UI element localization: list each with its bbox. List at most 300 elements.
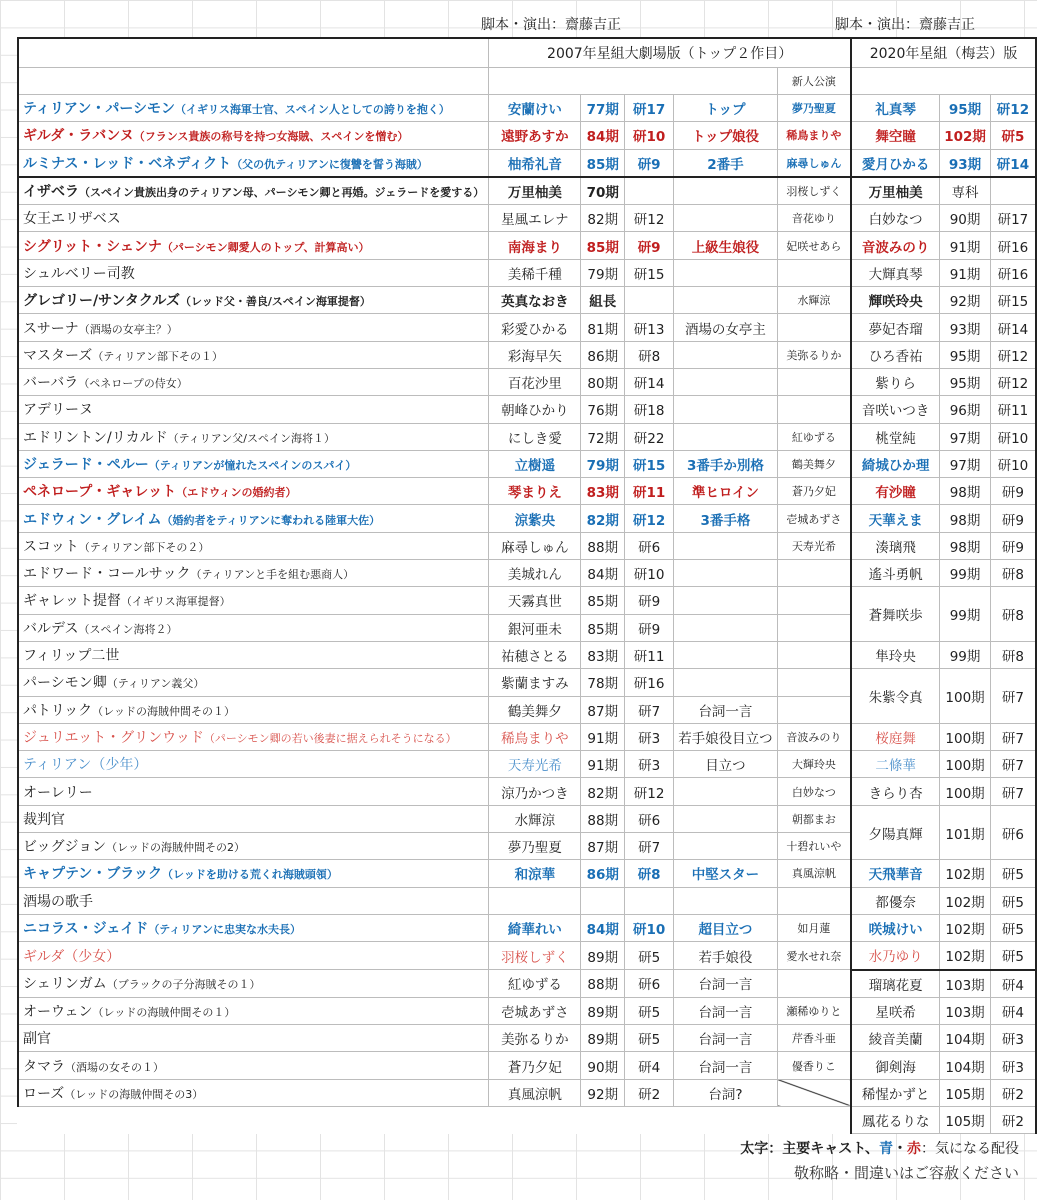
position-2007: トップ — [674, 95, 778, 122]
role-name: ティリアン・パーシモン — [23, 101, 176, 118]
position-2007: 3番手格 — [674, 505, 778, 532]
role-cell — [18, 314, 489, 341]
year-2007 — [625, 887, 674, 914]
actor-2020: 二條華 — [851, 751, 940, 778]
class-2020: 105期 — [940, 1106, 991, 1133]
role-cell — [18, 95, 489, 122]
role-name: スサーナ — [23, 320, 79, 337]
shinjin-cast: 音花ゆり — [777, 205, 851, 232]
position-2007 — [674, 532, 778, 559]
year-2007: 研3 — [625, 723, 674, 750]
class-2020: 95期 — [940, 368, 991, 395]
credit-2020: 脚本・演出：齋藤吉正 — [835, 17, 975, 33]
actor-2020: 天飛華音 — [851, 860, 940, 887]
actor-2007: 彩愛ひかる — [489, 314, 581, 341]
role-cell — [18, 368, 489, 395]
year-2007 — [625, 177, 674, 205]
class-2007: 92期 — [581, 1079, 625, 1106]
year-2007: 研13 — [625, 314, 674, 341]
role-name: エドウィン・グレイム — [23, 511, 162, 528]
role-cell — [18, 259, 489, 286]
class-2007: 90期 — [581, 1052, 625, 1079]
class-2007: 79期 — [581, 259, 625, 286]
cast-table — [17, 37, 1037, 1134]
actor-2007: 朝峰ひかり — [489, 396, 581, 423]
class-2007: 89期 — [581, 997, 625, 1024]
year-2020: 研5 — [990, 860, 1036, 887]
class-2020: 専科 — [940, 177, 991, 205]
shinjin-cast: 愛水せれ奈 — [777, 942, 851, 970]
year-2007: 研4 — [625, 1052, 674, 1079]
actor-2020: ひろ香祐 — [851, 341, 940, 368]
shinjin-cast — [777, 669, 851, 696]
role-cell — [18, 751, 489, 778]
actor-2020: 音波みのり — [851, 232, 940, 259]
class-2007: 89期 — [581, 1025, 625, 1052]
year-2020: 研8 — [990, 560, 1036, 587]
actor-2007: 南海まり — [489, 232, 581, 259]
role-note: （レッドの海賊仲間その１） — [92, 704, 236, 718]
actor-2007: 星風エレナ — [489, 205, 581, 232]
table-row — [18, 341, 1036, 368]
position-2007: 超目立つ — [674, 914, 778, 941]
class-2020: 97期 — [940, 450, 991, 477]
table-row — [18, 287, 1036, 314]
class-2020: 91期 — [940, 259, 991, 286]
year-2007: 研9 — [625, 587, 674, 614]
table-row — [18, 997, 1036, 1024]
role-name: ルミナス・レッド・ベネディクト — [23, 155, 232, 172]
actor-2007: 天寿光希 — [489, 751, 581, 778]
actor-2007: 麻尋しゅん — [489, 532, 581, 559]
shinjin-cast: 十碧れいや — [777, 833, 851, 860]
role-cell — [18, 641, 489, 668]
position-2007: 酒場の女亭主 — [674, 314, 778, 341]
shinjin-cast — [777, 368, 851, 395]
year-2020: 研9 — [990, 532, 1036, 559]
class-2020: 99期 — [940, 641, 991, 668]
actor-2007: 涼紫央 — [489, 505, 581, 532]
table-row — [18, 423, 1036, 450]
year-2007: 研6 — [625, 970, 674, 998]
table-row — [18, 778, 1036, 805]
role-cell — [18, 341, 489, 368]
class-2020: 102期 — [940, 887, 991, 914]
class-2007: 88期 — [581, 532, 625, 559]
actor-2007: 鶴美舞夕 — [489, 696, 581, 723]
position-2007: トップ娘役 — [674, 122, 778, 149]
shinjin-cast: 優香りこ — [777, 1052, 851, 1079]
table-row — [18, 505, 1036, 532]
class-2020: 95期 — [940, 341, 991, 368]
role-cell — [18, 942, 489, 970]
shinjin-cast: 朝都まお — [777, 805, 851, 832]
shinjin-cast: 瀬稀ゆりと — [777, 997, 851, 1024]
role-note: （レッドの海賊仲間その3） — [64, 1087, 204, 1101]
role-name: 酒場の歌手 — [23, 893, 93, 910]
year-2020 — [990, 177, 1036, 205]
year-2007: 研5 — [625, 1025, 674, 1052]
actor-2020: 朱紫令真 — [851, 669, 940, 724]
role-name: オーウェン — [23, 1003, 93, 1020]
actor-2007: 遠野あすか — [489, 122, 581, 149]
year-2007: 研8 — [625, 860, 674, 887]
position-2007 — [674, 560, 778, 587]
role-name: パーシモン卿 — [23, 675, 107, 692]
year-2007: 研8 — [625, 341, 674, 368]
year-2007: 研7 — [625, 833, 674, 860]
class-2007: 85期 — [581, 232, 625, 259]
actor-2007: 立樹遥 — [489, 450, 581, 477]
class-2020: 102期 — [940, 860, 991, 887]
shinjin-cast: 麻尋しゅん — [777, 149, 851, 177]
role-cell — [18, 914, 489, 941]
role-name: 女王エリザベス — [23, 211, 121, 228]
role-name: マスターズ — [23, 347, 93, 364]
role-name: シュルベリー司教 — [23, 265, 135, 282]
actor-2007: 紅ゆずる — [489, 970, 581, 998]
year-2020: 研7 — [990, 751, 1036, 778]
role-name: スコット — [23, 538, 79, 555]
position-2007: 3番手か別格 — [674, 450, 778, 477]
year-2007: 研18 — [625, 396, 674, 423]
actor-2020: 大輝真琴 — [851, 259, 940, 286]
actor-2007: 美城れん — [489, 560, 581, 587]
role-name: イザベラ — [23, 184, 79, 201]
actor-2007 — [489, 887, 581, 914]
class-2007: 82期 — [581, 205, 625, 232]
class-2007: 76期 — [581, 396, 625, 423]
actor-2020: 舞空瞳 — [851, 122, 940, 149]
table-row — [18, 478, 1036, 505]
class-2020: 98期 — [940, 532, 991, 559]
actor-2020: 蒼舞咲歩 — [851, 587, 940, 642]
year-2007: 研6 — [625, 805, 674, 832]
role-note: （ティリアン部下その１） — [92, 349, 223, 363]
actor-2020: 都優奈 — [851, 887, 940, 914]
table-row — [18, 149, 1036, 177]
class-2007: 85期 — [581, 587, 625, 614]
actor-2020: 夕陽真輝 — [851, 805, 940, 860]
table-row — [18, 751, 1036, 778]
shinjin-cast: 真風涼帆 — [777, 860, 851, 887]
position-2007 — [674, 259, 778, 286]
role-cell — [18, 149, 489, 177]
role-cell — [18, 1025, 489, 1052]
year-2020: 研4 — [990, 970, 1036, 998]
table-row — [18, 232, 1036, 259]
actor-2007: 美弥るりか — [489, 1025, 581, 1052]
role-name: ニコラス・ジェイド — [23, 921, 149, 938]
position-2007: 若手娘役目立つ — [674, 723, 778, 750]
role-name: 副官 — [23, 1031, 51, 1048]
role-note: （ティリアン部下その２） — [78, 540, 210, 554]
table-row — [18, 887, 1036, 914]
shinjin-cast — [777, 641, 851, 668]
year-2007: 研9 — [625, 614, 674, 641]
year-2007: 研10 — [625, 914, 674, 941]
year-2020: 研8 — [990, 641, 1036, 668]
shinjin-cast: 稀鳥まりや — [777, 122, 851, 149]
role-cell — [18, 122, 489, 149]
year-2007: 研7 — [625, 696, 674, 723]
class-2020: 95期 — [940, 95, 991, 122]
shinjin-cast — [777, 259, 851, 286]
shinjin-cast: 紅ゆずる — [777, 423, 851, 450]
class-2007: 87期 — [581, 833, 625, 860]
year-2020: 研3 — [990, 1052, 1036, 1079]
actor-2007: 祐穂さとる — [489, 641, 581, 668]
table-row — [18, 177, 1036, 205]
role-name: ローズ — [23, 1085, 65, 1102]
year-2007: 研9 — [625, 149, 674, 177]
role-note: （ブラックの子分海賊その１） — [106, 978, 261, 992]
year-2020: 研12 — [990, 95, 1036, 122]
role-note: （レッド父・善良/スペイン海軍提督） — [180, 295, 371, 309]
role-name: ギルダ（少女） — [23, 948, 121, 965]
class-2007: 91期 — [581, 751, 625, 778]
actor-2020: 有沙瞳 — [851, 478, 940, 505]
year-2020: 研8 — [990, 587, 1036, 642]
role-cell — [18, 450, 489, 477]
position-2007 — [674, 805, 778, 832]
class-2007: 84期 — [581, 122, 625, 149]
shinjin-cast: 如月蓮 — [777, 914, 851, 941]
shinjin-cast: 鶴美舞夕 — [777, 450, 851, 477]
year-2007: 研5 — [625, 997, 674, 1024]
role-cell — [18, 1052, 489, 1079]
role-note: （酒場の女その１） — [65, 1060, 164, 1074]
year-2007: 研22 — [625, 423, 674, 450]
role-cell — [18, 887, 489, 914]
position-2007: 目立つ — [674, 751, 778, 778]
actor-2007: 壱城あずさ — [489, 997, 581, 1024]
legend: 太字：主要キャスト、青・赤：気になる配役 — [740, 1141, 1019, 1157]
actor-2007: 和涼華 — [489, 860, 581, 887]
year-2020: 研7 — [990, 669, 1036, 724]
actor-2020: 御剣海 — [851, 1052, 940, 1079]
class-2007: 72期 — [581, 423, 625, 450]
role-name: キャプテン・ブラック — [23, 866, 163, 883]
actor-2007: 彩海早矢 — [489, 341, 581, 368]
position-2007 — [674, 423, 778, 450]
shinjin-cast — [777, 696, 851, 723]
shinjin-cast: 白妙なつ — [777, 778, 851, 805]
disclaimer-note: 敬称略・間違いはご容赦ください — [793, 1164, 1019, 1182]
shinjin-cast — [777, 314, 851, 341]
role-cell — [18, 1079, 489, 1106]
role-cell — [18, 532, 489, 559]
year-2007: 研15 — [625, 450, 674, 477]
shinjin-cast: 妃咲せあら — [777, 232, 851, 259]
actor-2020: 星咲希 — [851, 997, 940, 1024]
role-note: （婚約者をティリアンに奪われる陸軍大佐） — [161, 513, 381, 527]
role-name: ジュリエット・グリンウッド — [23, 729, 204, 746]
position-2007: 準ヒロイン — [674, 478, 778, 505]
actor-2020: 音咲いつき — [851, 396, 940, 423]
role-cell — [18, 614, 489, 641]
table-row — [18, 259, 1036, 286]
class-2020: 102期 — [940, 942, 991, 970]
role-name: シェリンガム — [23, 976, 107, 993]
year-2020: 研2 — [990, 1106, 1036, 1133]
table-row — [18, 95, 1036, 122]
shinjin-cast — [777, 614, 851, 641]
shinjin-cast — [777, 396, 851, 423]
class-2007: 86期 — [581, 341, 625, 368]
class-2007: 78期 — [581, 669, 625, 696]
role-note: （レッドを助ける荒くれ海賊頭領） — [162, 868, 338, 882]
actor-2007: 稀鳥まりや — [489, 723, 581, 750]
role-note: （ティリアンに忠実な水夫長） — [148, 923, 301, 937]
role-cell — [18, 587, 489, 614]
position-2007 — [674, 205, 778, 232]
actor-2020: 白妙なつ — [851, 205, 940, 232]
year-2007: 研12 — [625, 778, 674, 805]
actor-2020: 隼玲央 — [851, 641, 940, 668]
role-cell — [18, 1106, 489, 1133]
actor-2020: 礼真琴 — [851, 95, 940, 122]
role-note: （ティリアン父/スペイン海将１） — [167, 431, 335, 445]
role-cell — [18, 805, 489, 832]
class-2020: 91期 — [940, 232, 991, 259]
actor-2007: 安蘭けい — [489, 95, 581, 122]
class-2020: 103期 — [940, 997, 991, 1024]
position-2007 — [674, 614, 778, 641]
position-2007: 若手娘役 — [674, 942, 778, 970]
role-name: エドリントン/リカルド — [23, 429, 168, 446]
year-2007: 研5 — [625, 942, 674, 970]
actor-2020: 湊璃飛 — [851, 532, 940, 559]
role-cell — [18, 478, 489, 505]
class-2020: 102期 — [940, 122, 991, 149]
shinjin-cast: 大輝玲央 — [777, 751, 851, 778]
year-2020: 研16 — [990, 259, 1036, 286]
position-2007 — [674, 396, 778, 423]
year-2020: 研16 — [990, 232, 1036, 259]
actor-2020: 綾音美蘭 — [851, 1025, 940, 1052]
actor-2007: 羽桜しずく — [489, 942, 581, 970]
role-note: （レッドの海賊仲間その１） — [92, 1005, 236, 1019]
year-2007: 研10 — [625, 560, 674, 587]
class-2020: 104期 — [940, 1052, 991, 1079]
class-2007: 組長 — [581, 287, 625, 314]
actor-2007: 紫蘭ますみ — [489, 669, 581, 696]
role-cell — [18, 669, 489, 696]
year-2020: 研5 — [990, 914, 1036, 941]
role-name: グレゴリー/サンタクルズ — [23, 293, 181, 310]
year-2020: 研2 — [990, 1079, 1036, 1106]
shinjin-cast: 夢乃聖夏 — [777, 95, 851, 122]
role-note: （酒場の女亭主？） — [78, 322, 178, 336]
table-row — [18, 805, 1036, 832]
year-2020: 研12 — [990, 368, 1036, 395]
year-2020: 研10 — [990, 450, 1036, 477]
table-row — [18, 122, 1036, 149]
actor-2020: 瑠璃花夏 — [851, 970, 940, 998]
table-row — [18, 641, 1036, 668]
role-cell — [18, 505, 489, 532]
role-cell — [18, 860, 489, 887]
role-name: ペネロープ・ギャレット — [23, 484, 177, 501]
year-2007: 研14 — [625, 368, 674, 395]
actor-2020: 遙斗勇帆 — [851, 560, 940, 587]
class-2007: 86期 — [581, 860, 625, 887]
position-2007: 上級生娘役 — [674, 232, 778, 259]
class-2007: 79期 — [581, 450, 625, 477]
class-2007: 87期 — [581, 696, 625, 723]
actor-2020: きらり杏 — [851, 778, 940, 805]
role-cell — [18, 396, 489, 423]
position-2007 — [674, 833, 778, 860]
role-cell — [18, 723, 489, 750]
year-2020: 研9 — [990, 478, 1036, 505]
shinjin-cast — [777, 887, 851, 914]
header-2007: 2007年星組大劇場版（トップ２作目） — [489, 38, 851, 68]
actor-2020: 桜庭舞 — [851, 723, 940, 750]
table-row — [18, 1052, 1036, 1079]
year-2020: 研17 — [990, 205, 1036, 232]
shinjin-cast: 羽桜しずく — [777, 177, 851, 205]
class-2007: 85期 — [581, 149, 625, 177]
actor-2007: にしき愛 — [489, 423, 581, 450]
actor-2007: 天霧真世 — [489, 587, 581, 614]
class-2020: 99期 — [940, 587, 991, 642]
role-name: シグリット・シェンナ — [23, 238, 162, 255]
position-2007 — [674, 368, 778, 395]
shinjin-cast: 音波みのり — [777, 723, 851, 750]
role-name: バルデス — [23, 620, 79, 637]
class-2020: 93期 — [940, 314, 991, 341]
role-name: ティリアン（少年） — [23, 757, 148, 774]
actor-2020: 水乃ゆり — [851, 942, 940, 970]
actor-2020: 輝咲玲央 — [851, 287, 940, 314]
class-2020: 100期 — [940, 778, 991, 805]
actor-2020: 天華えま — [851, 505, 940, 532]
year-2020: 研15 — [990, 287, 1036, 314]
role-name: フィリップ二世 — [23, 648, 120, 665]
position-2007 — [674, 177, 778, 205]
table-row — [18, 450, 1036, 477]
table-row — [18, 942, 1036, 970]
role-cell — [18, 177, 489, 205]
actor-2007: 美稀千種 — [489, 259, 581, 286]
role-name: タマラ — [23, 1058, 65, 1075]
year-2020: 研10 — [990, 423, 1036, 450]
position-2007 — [674, 641, 778, 668]
position-2007: 台詞一言 — [674, 1052, 778, 1079]
year-2020: 研6 — [990, 805, 1036, 860]
role-note: （イギリス海軍提督） — [120, 595, 231, 609]
position-2007: 台詞一言 — [674, 997, 778, 1024]
actor-2007: 涼乃かつき — [489, 778, 581, 805]
position-2007 — [674, 669, 778, 696]
actor-2007: 柚希礼音 — [489, 149, 581, 177]
year-2020: 研12 — [990, 341, 1036, 368]
role-cell — [18, 560, 489, 587]
position-2007: 台詞一言 — [674, 1025, 778, 1052]
role-note: （父の仇ティリアンに復讐を誓う海賊） — [231, 157, 428, 171]
class-2020: 104期 — [940, 1025, 991, 1052]
role-cell — [18, 232, 489, 259]
class-2007: 77期 — [581, 95, 625, 122]
year-2007: 研11 — [625, 641, 674, 668]
position-2007: 台詞一言 — [674, 970, 778, 998]
class-2020: 102期 — [940, 914, 991, 941]
year-2020: 研5 — [990, 887, 1036, 914]
table-row — [18, 532, 1036, 559]
class-2020: 99期 — [940, 560, 991, 587]
